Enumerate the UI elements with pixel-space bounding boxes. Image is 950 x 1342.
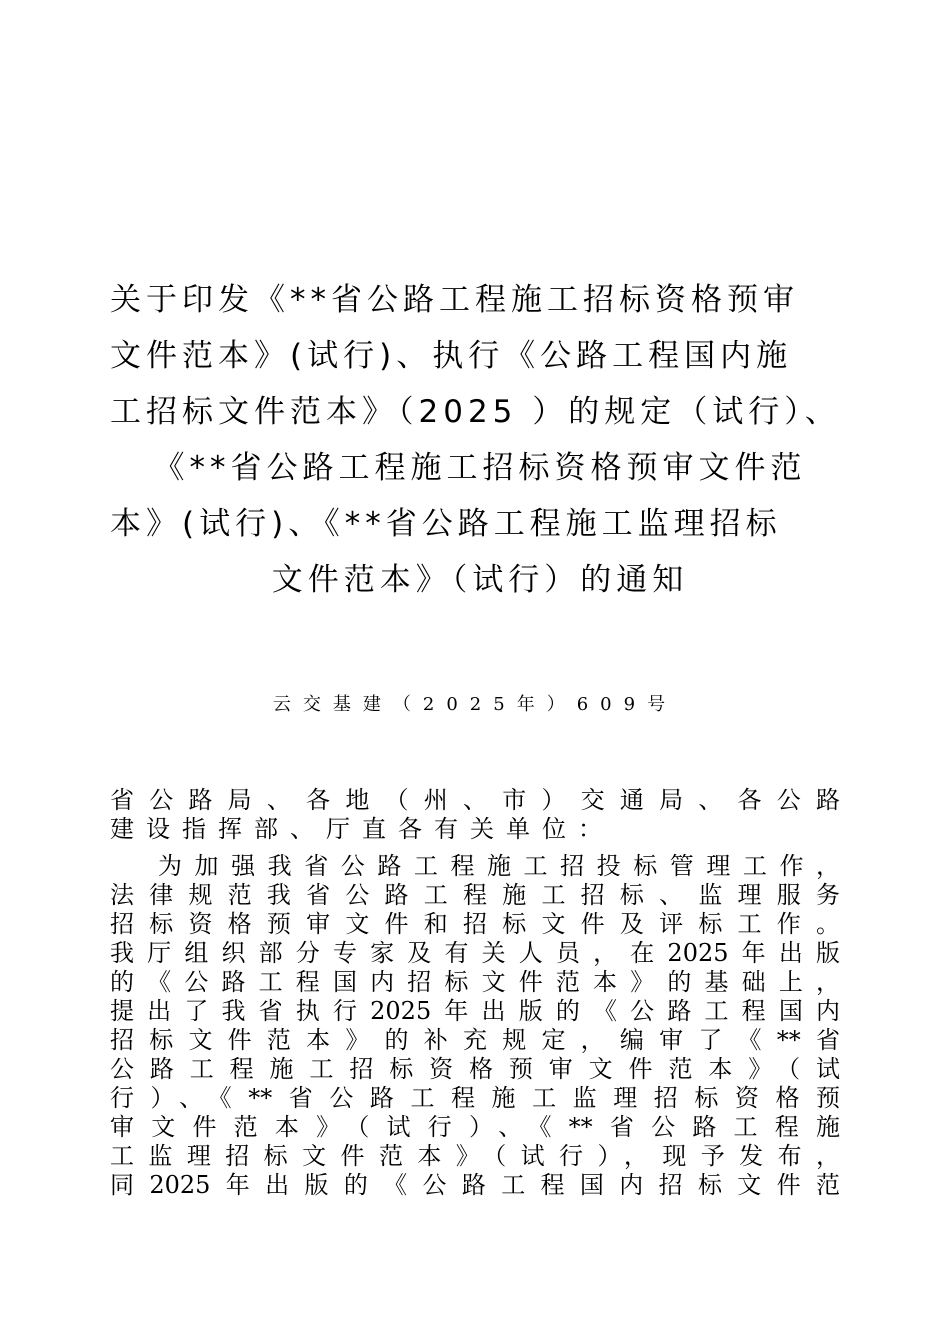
- document-number: 云交基建（2025年）609号: [272, 694, 678, 715]
- title-line-3: 工招标文件范本》（2025 ）的规定（试行）、: [110, 394, 841, 430]
- title-line-1: 关于印发《**省公路工程施工招标资格预审: [110, 282, 799, 318]
- paragraph-line-7: 招标文件范本》的补充规定，编审了《**省: [110, 1026, 840, 1054]
- paragraph-line-9: 行）、《**省公路工程施工监理招标资格预: [110, 1084, 840, 1112]
- paragraph-spacer: [110, 844, 840, 852]
- title-line-6: 文件范本》（试行）的通知: [271, 562, 689, 598]
- salutation-line-1: 省公路局、各地（州、市）交通局、各公路: [110, 786, 840, 814]
- paragraph-line-8: 公路工程施工招标资格预审文件范本》（试: [110, 1055, 840, 1083]
- paragraph-line-3: 招标资格预审文件和招标文件及评标工作。: [110, 910, 840, 938]
- paragraph-line-12: 同2025年出版的《公路工程国内招标文件范: [110, 1171, 840, 1199]
- title-line-2: 文件范本》(试行)、执行《公路工程国内施: [110, 338, 793, 374]
- paragraph-line-6: 提出了我省执行2025年出版的《公路工程国内: [110, 997, 840, 1025]
- paragraph-line-1: 为加强我省公路工程施工招投标管理工作，: [158, 852, 840, 880]
- title-line-4: 《**省公路工程施工招标资格预审文件范: [153, 450, 807, 486]
- paragraph-line-11: 工监理招标文件范本》（试行），现予发布，: [110, 1142, 840, 1170]
- paragraph-line-5: 的《公路工程国内招标文件范本》的基础上，: [110, 968, 840, 996]
- paragraph-line-4: 我厅组织部分专家及有关人员，在2025年出版: [110, 939, 840, 967]
- title-line-5: 本》(试行)、《**省公路工程施工监理招标: [110, 506, 782, 542]
- paragraph-line-2: 法律规范我省公路工程施工招标、监理服务: [110, 881, 840, 909]
- paragraph-line-10: 审文件范本》（试行）、《**省公路工程施: [110, 1113, 840, 1141]
- document-body: [110, 786, 840, 1200]
- salutation-line-2: 建设指挥部、厅直各有关单位：: [110, 815, 614, 843]
- document-title: [110, 272, 850, 608]
